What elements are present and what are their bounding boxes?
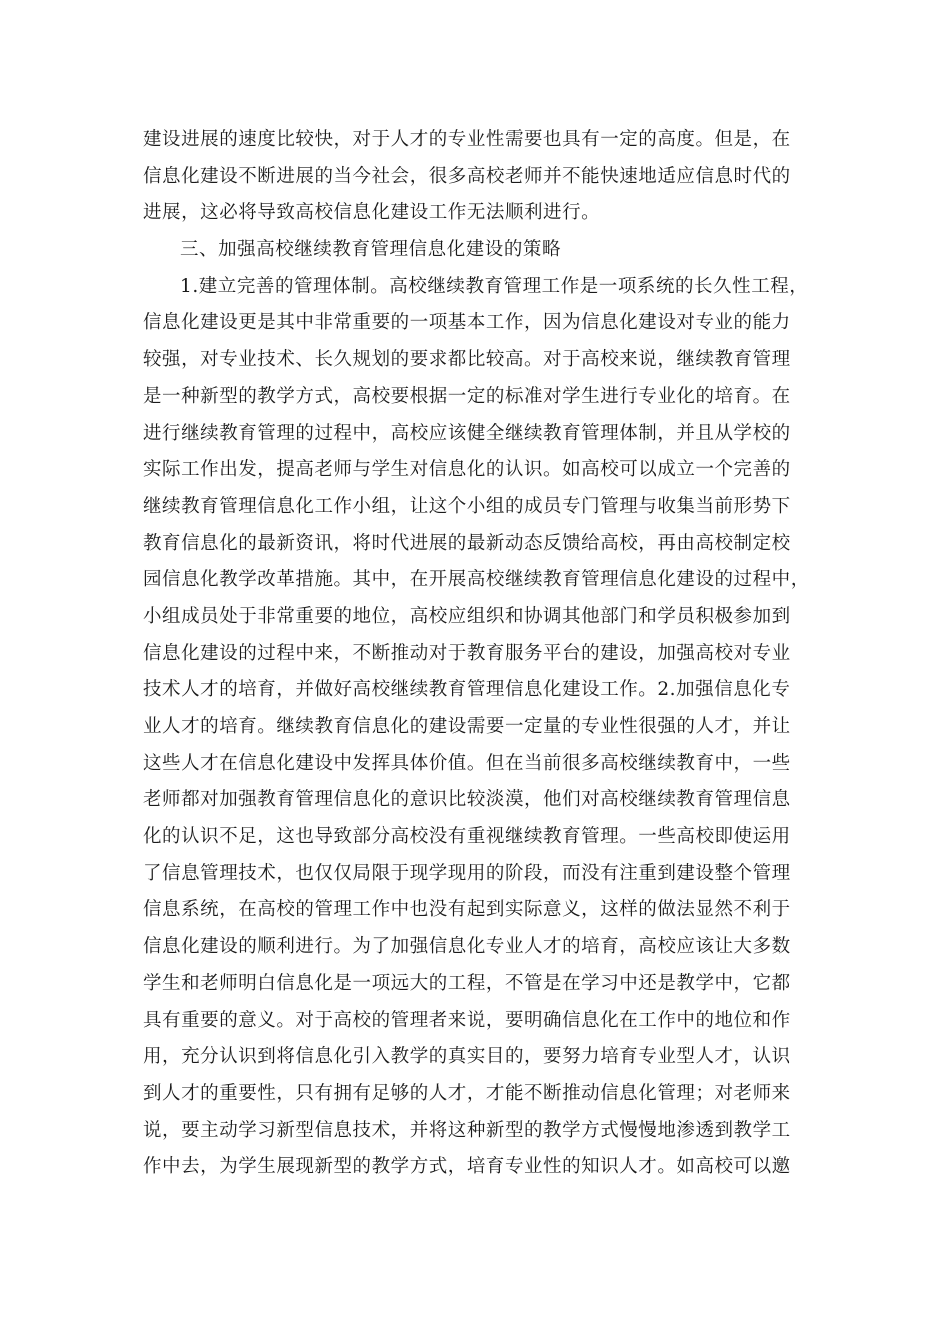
text-line: 较强，对专业技术、长久规划的要求都比较高。对于高校来说，继续教育管理 bbox=[143, 349, 791, 371]
text-line: 1.建立完善的管理体制。高校继续教育管理工作是一项系统的长久性工程， bbox=[180, 275, 809, 297]
text-line: 建设进展的速度比较快，对于人才的专业性需要也具有一定的高度。但是，在 bbox=[143, 129, 791, 150]
text-line: 老师都对加强教育管理信息化的意识比较淡漠，他们对高校继续教育管理信息 bbox=[143, 789, 791, 811]
text-line: 进展，这必将导致高校信息化建设工作无法顺利进行。 bbox=[143, 202, 601, 224]
text-line: 到人才的重要性，只有拥有足够的人才，才能不断推动信息化管理；对老师来 bbox=[143, 1082, 791, 1104]
text-line: 学生和老师明白信息化是一项远大的工程，不管是在学习中还是教学中，它都 bbox=[143, 972, 791, 994]
text-line: 园信息化教学改革措施。其中，在开展高校继续教育管理信息化建设的过程中， bbox=[143, 569, 810, 591]
text-line: 说，要主动学习新型信息技术，并将这种新型的教学方式慢慢地渗透到教学工 bbox=[143, 1119, 791, 1141]
text-line: 信息系统，在高校的管理工作中也没有起到实际意义，这样的做法显然不利于 bbox=[143, 899, 791, 921]
text-line: 技术人才的培育，并做好高校继续教育管理信息化建设工作。2.加强信息化专 bbox=[143, 679, 791, 701]
text-line: 信息化建设更是其中非常重要的一项基本工作，因为信息化建设对专业的能力 bbox=[143, 312, 791, 334]
text-line: 信息化建设的顺利进行。为了加强信息化专业人才的培育，高校应该让大多数 bbox=[143, 936, 791, 958]
text-line: 教育信息化的最新资讯，将时代进展的最新动态反馈给高校，再由高校制定校 bbox=[143, 532, 791, 554]
text-line: 进行继续教育管理的过程中，高校应该健全继续教育管理体制，并且从学校的 bbox=[143, 422, 791, 444]
text-line: 是一种新型的教学方式，高校要根据一定的标准对学生进行专业化的培育。在 bbox=[143, 385, 791, 407]
section-heading: 三、加强高校继续教育管理信息化建设的策略 bbox=[180, 239, 562, 261]
body-text bbox=[143, 122, 823, 1186]
text-line: 信息化建设的过程中来，不断推动对于教育服务平台的建设，加强高校对专业 bbox=[143, 642, 791, 664]
text-line: 具有重要的意义。对于高校的管理者来说，要明确信息化在工作中的地位和作 bbox=[143, 1009, 791, 1031]
text-line: 小组成员处于非常重要的地位，高校应组织和协调其他部门和学员积极参加到 bbox=[143, 605, 791, 627]
text-line: 了信息管理技术，也仅仅局限于现学现用的阶段，而没有注重到建设整个管理 bbox=[143, 862, 791, 884]
text-line: 实际工作出发，提高老师与学生对信息化的认识。如高校可以成立一个完善的 bbox=[143, 459, 791, 481]
text-line: 业人才的培育。继续教育信息化的建设需要一定量的专业性很强的人才，并让 bbox=[143, 716, 791, 737]
text-line: 作中去，为学生展现新型的教学方式，培育专业性的知识人才。如高校可以邀 bbox=[143, 1156, 791, 1178]
text-line: 用，充分认识到将信息化引入教学的真实目的，要努力培育专业型人才，认识 bbox=[143, 1046, 791, 1068]
text-line: 信息化建设不断进展的当今社会，很多高校老师并不能快速地适应信息时代的 bbox=[143, 165, 791, 187]
text-line: 这些人才在信息化建设中发挥具体价值。但在当前很多高校继续教育中，一些 bbox=[143, 752, 791, 774]
text-line: 继续教育管理信息化工作小组，让这个小组的成员专门管理与收集当前形势下 bbox=[143, 495, 791, 517]
text-line: 化的认识不足，这也导致部分高校没有重视继续教育管理。一些高校即使运用 bbox=[143, 826, 791, 848]
